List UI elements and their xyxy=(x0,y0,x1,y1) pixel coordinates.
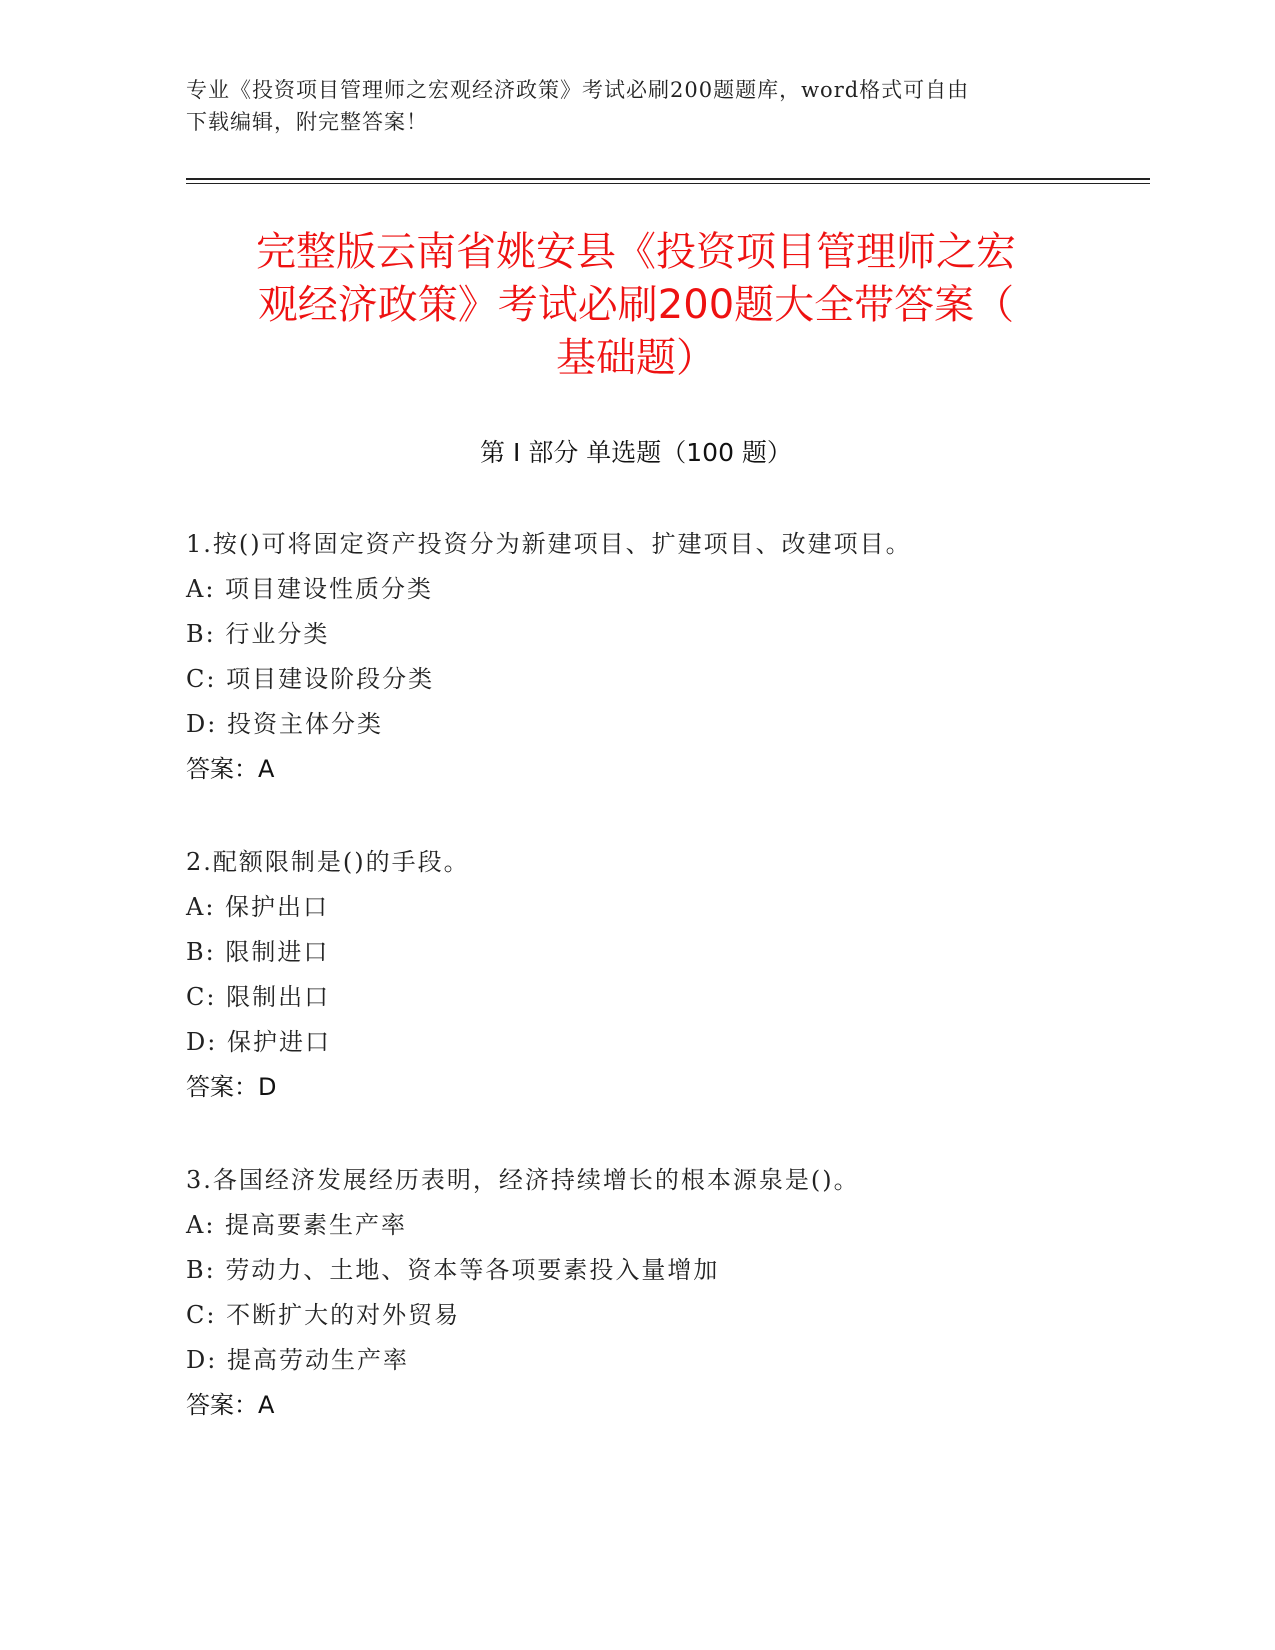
option-a: A: 保护出口 xyxy=(186,893,330,921)
question-stem: 1.按()可将固定资产投资分为新建项目、扩建项目、改建项目。 xyxy=(186,530,912,558)
option-d: D: 保护进口 xyxy=(186,1028,331,1056)
option-b: B: 行业分类 xyxy=(186,620,330,648)
option-c: C: 项目建设阶段分类 xyxy=(186,665,435,693)
option-a: A: 项目建设性质分类 xyxy=(186,575,434,603)
option-d: D: 提高劳动生产率 xyxy=(186,1346,409,1374)
option-d: D: 投资主体分类 xyxy=(186,710,383,738)
answer-text: 答案：A xyxy=(186,1391,275,1419)
option-a: A: 提高要素生产率 xyxy=(186,1211,408,1239)
question-block xyxy=(186,1158,1086,1428)
option-c: C: 不断扩大的对外贸易 xyxy=(186,1301,461,1329)
header-intro-line-2: 下载编辑，附完整答案！ xyxy=(186,110,428,134)
document-title-line-3: 基础题） xyxy=(556,335,716,381)
header-divider-thick xyxy=(186,178,1150,180)
document-title-line-2: 观经济政策》考试必刷200题大全带答案（ xyxy=(257,282,1015,328)
question-stem: 2.配额限制是()的手段。 xyxy=(186,848,470,876)
question-stem: 3.各国经济发展经历表明，经济持续增长的根本源泉是()。 xyxy=(186,1166,860,1194)
section-title: 第 I 部分 单选题（100 题） xyxy=(480,438,792,467)
option-b: B: 限制进口 xyxy=(186,938,330,966)
header-intro xyxy=(186,74,1066,138)
option-c: C: 限制出口 xyxy=(186,983,331,1011)
header-divider-thin xyxy=(186,183,1150,184)
answer-text: 答案：D xyxy=(186,1073,277,1101)
option-b: B: 劳动力、土地、资本等各项要素投入量增加 xyxy=(186,1256,720,1284)
document-title xyxy=(186,226,1086,385)
question-block xyxy=(186,522,1086,792)
question-block xyxy=(186,840,1086,1110)
answer-text: 答案：A xyxy=(186,755,275,783)
document-title-line-1: 完整版云南省姚安县《投资项目管理师之宏 xyxy=(256,229,1016,275)
header-intro-line-1: 专业《投资项目管理师之宏观经济政策》考试必刷200题题库，word格式可自由 xyxy=(186,78,970,102)
